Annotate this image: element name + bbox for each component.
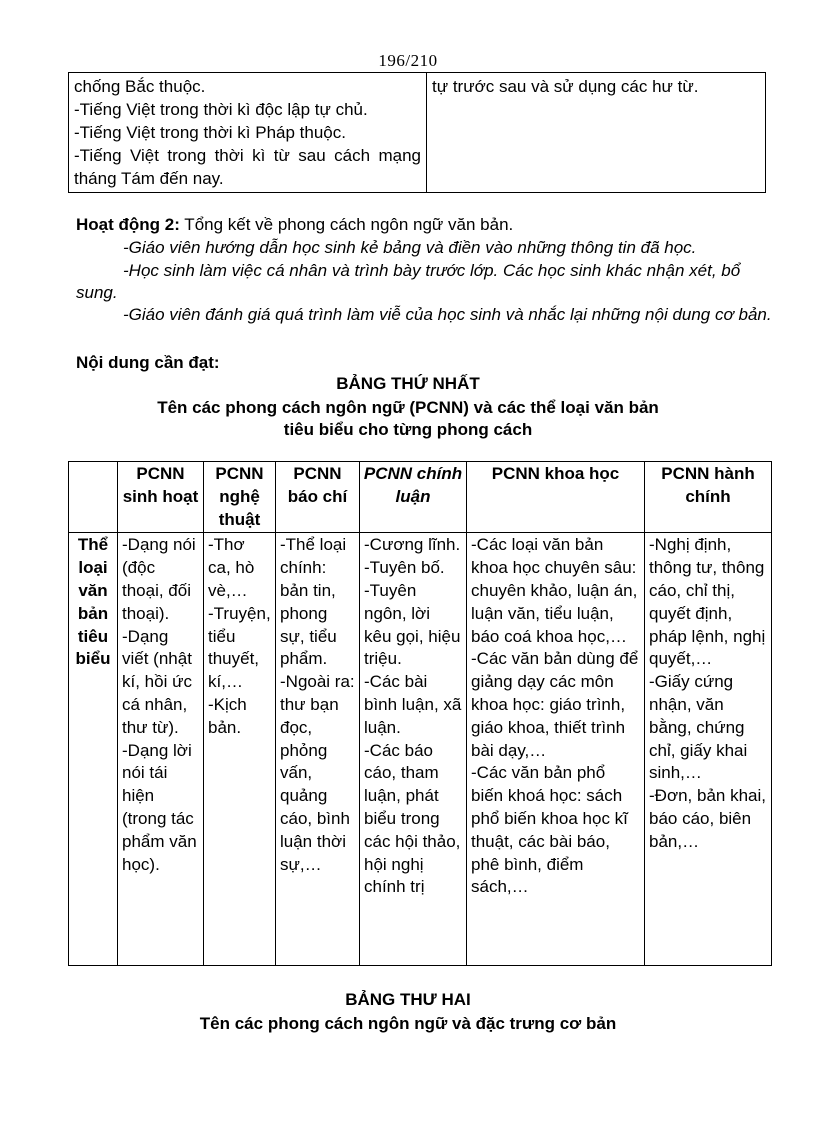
activity-heading [76,213,772,236]
page-number: 196/210 [378,51,438,70]
table1-subtitle-continued: tiêu biểu cho từng phong cách [283,420,533,439]
table-row [69,73,766,193]
activity-text: Tổng kết về phong cách ngôn ngữ văn bản. [179,215,514,234]
styles-table [68,461,772,966]
column-header [69,462,118,533]
column-header: PCNN hành chính [645,462,772,533]
table-cell [360,533,467,966]
table-cell [467,533,645,966]
table-cell [645,533,772,966]
cell-item: -Các bài bình luận, xã luận. [364,672,462,737]
table-header-row [69,462,772,533]
cell-item: -Các báo cáo, tham luận, phát biểu trong các hội thảo, hội nghị chính trị [364,740,461,897]
continuation-right-cell: tự trước sau và sử dụng các hư từ. [427,73,766,193]
cell-item: -Dạng viết (nhật kí, hồi ức cá nhân, thư từ). [122,626,192,737]
cell-item: -Đơn, bản khai, báo cáo, biên bản,… [649,786,766,851]
activity-step: -Học sinh làm việc cá nhân và trình bày trước lớp. Các học sinh khác nhận xét, bổ sung. [76,261,741,302]
table2-subtitle: Tên các phong cách ngôn ngữ và đặc trưng cơ bản [199,1014,617,1033]
content-heading: Nội dung cần đạt: [76,353,220,372]
cell-item: -Nghị định, thông tư, thông cáo, chỉ thị, quyết định, pháp lệnh, nghị quyết,… [649,535,766,669]
cell-item: -Dạng nói (độc thoại, đối thoại). [122,535,196,623]
cell-item: -Cương lĩnh. [364,535,461,555]
cell-item: -Ngoài ra: thư bạn đọc, phỏng vấn, quảng cáo, bình luận thời sự,… [280,672,355,874]
continuation-table [68,72,766,193]
column-header: PCNN báo chí [276,462,360,533]
table-cell [276,533,360,966]
list-item: -Tiếng Việt trong thời kì độc lập tự chủ. [74,100,368,119]
cell-item: -Thể loại chính: bản tin, phong sự, tiểu phẩm. [280,535,347,669]
cell-item: -Dạng lời nói tái hiện (trong tác phẩm văn học). [122,740,197,874]
cell-item: -Tuyên ngôn, lời kêu gọi, hiệu triệu. [364,580,461,669]
table-cell [118,533,204,966]
table2-title: BẢNG THƯ HAI [345,990,471,1009]
continuation-left-cell [69,73,427,193]
column-header: PCNN nghệ thuật [204,462,276,533]
cell-item: -Tuyên bố. [364,558,445,578]
cell-item: -Các văn bản dùng để giảng dạy các môn khoa học: giáo trình, giáo khoa, thiết trình bài dạy,… [471,649,639,760]
table1-title: BẢNG THỨ NHẤT [336,374,480,393]
cell-item: -Thơ ca, hò vè,… [208,535,255,600]
activity-step: -Giáo viên đánh giá quá trình làm viễ của học sinh và nhắc lại những nội dung cơ bản. [123,305,772,324]
list-item: chống Bắc thuộc. [74,77,206,96]
row-header: Thể loại văn bản tiêu biểu [69,533,118,966]
column-header: PCNN khoa học [467,462,645,533]
activity-label: Hoạt động 2: [76,215,180,234]
cell-item: -Truyện, tiểu thuyết, kí,… [208,603,271,692]
cell-item: -Các văn bản phổ biến khoá học: sách phổ biến khoa học kĩ thuật, các bài báo, phê bình, điểm sách,… [471,763,628,897]
table-cell [204,533,276,966]
list-item: -Tiếng Việt trong thời kì từ sau cách mạng tháng Tám đến nay. [74,146,421,188]
table1-subtitle: Tên các phong cách ngôn ngữ (PCNN) và các thể loại văn bản [157,398,659,417]
cell-item: -Các loại văn bản khoa học chuyên sâu: chuyên khảo, luận án, luận văn, tiểu luận, báo coá khoa học,… [471,535,638,646]
cell-item: -Giấy cứng nhận, văn bằng, chứng chỉ, giấy khai sinh,… [649,672,748,783]
cell-item: -Kịch bản. [208,694,247,737]
column-header: PCNN chính luận [360,462,467,533]
activity-step: -Giáo viên hướng dẫn học sinh kẻ bảng và điền vào những thông tin đã học. [123,238,697,257]
list-item: -Tiếng Việt trong thời kì Pháp thuộc. [74,123,346,142]
column-header: PCNN sinh hoạt [118,462,204,533]
table-row [69,533,772,966]
